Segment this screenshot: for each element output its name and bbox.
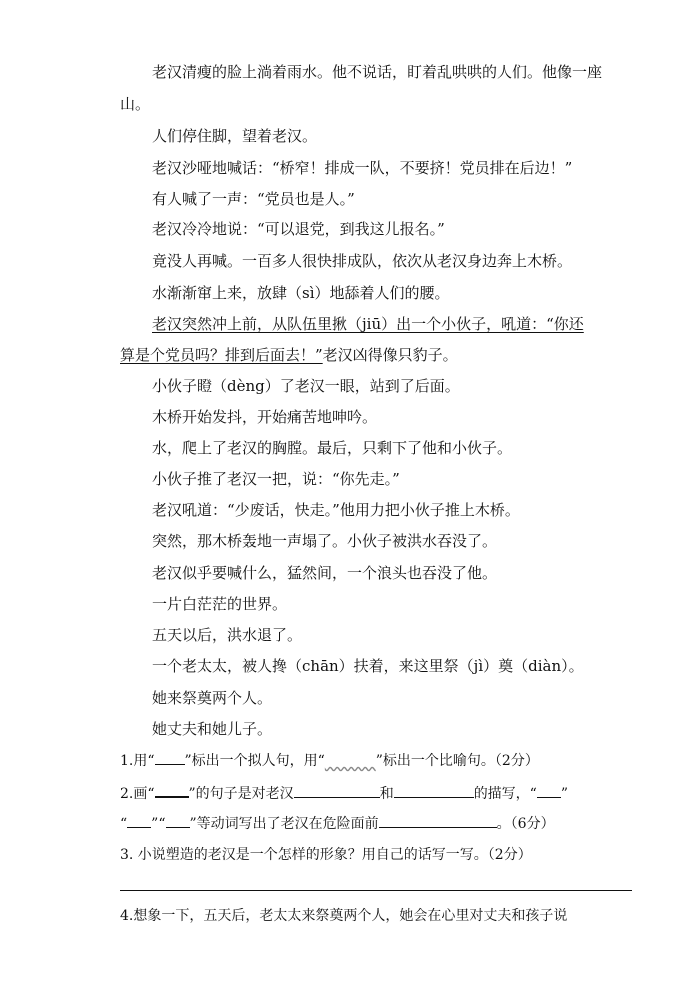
underlined-sentence-end: 算是个党员吗？排到后面去！” — [120, 346, 323, 364]
q2-blank-2[interactable] — [394, 783, 474, 798]
story-line-20: 一个老太太，被人搀（chān）扶着，来这里祭（jì）奠（diàn）。 — [152, 657, 584, 675]
q1-straight-line-mark — [155, 750, 185, 765]
q2-text-g: ”“ — [151, 816, 166, 832]
q2-text-i: 。（6分） — [496, 816, 555, 832]
q2-text-h: ”等动词写出了老汉在危险面前 — [189, 816, 379, 832]
question-3: 3. 小说塑造的老汉是一个怎样的形象？用自己的话写一写。（2分） — [120, 847, 532, 863]
question-4: 4.想象一下，五天后，老太太来祭奠两个人，她会在心里对丈夫和孩子说 — [120, 908, 568, 924]
story-line-3: 人们停住脚，望着老汉。 — [152, 127, 318, 145]
story-line-1: 老汉清瘦的脸上淌着雨水。他不说话，盯着乱哄哄的人们。他像一座 — [152, 63, 603, 81]
story-line-7: 竟没人再喊。一百多人很快排成队，依次从老汉身边奔上木桥。 — [152, 252, 573, 270]
story-line-underlined-2 — [120, 345, 458, 365]
story-line-22: 她丈夫和她儿子。 — [152, 720, 273, 738]
q2-text-a: 2.画“ — [120, 786, 155, 802]
q2-verb-blank-2[interactable] — [127, 813, 151, 828]
story-line-15: 老汉吼道：“少废话，快走。”他用力把小伙子推上木桥。 — [152, 501, 520, 519]
q2-blank-3[interactable] — [379, 813, 497, 828]
q2-text-b: ”的句子是对老汉 — [188, 786, 294, 802]
story-line-17: 老汉似乎要喊什么，猛然间，一个浪头也吞没了他。 — [152, 564, 498, 582]
story-line-16: 突然，那木桥轰地一声塌了。小伙子被洪水吞没了。 — [152, 532, 498, 550]
story-line-18: 一片白茫茫的世界。 — [152, 595, 288, 613]
q2-bold-line-mark — [155, 782, 189, 798]
story-line-underlined-1: 老汉突然冲上前，从队伍里揪（jiū）出一个小伙子，吼道：“你还 — [152, 315, 584, 333]
q2-text-c: 和 — [379, 786, 394, 802]
q1-text-c: ”标出一个比喻句。（2分） — [375, 753, 539, 769]
story-line-8: 水渐渐窜上来，放肆（sì）地舔着人们的腰。 — [152, 284, 450, 302]
question-1 — [120, 750, 539, 771]
story-line-13: 水，爬上了老汉的胸膛。最后，只剩下了他和小伙子。 — [152, 439, 513, 457]
story-line-6: 老汉冷冷地说：“可以退党，到我这儿报名。” — [152, 220, 445, 238]
story-line-11: 小伙子瞪（dèng）了老汉一眼，站到了后面。 — [152, 377, 460, 395]
story-line-2: 山。 — [120, 95, 151, 113]
story-line-14: 小伙子推了老汉一把，说：“你先走。” — [152, 470, 400, 488]
q1-text-b: ”标出一个拟人句，用“ — [184, 753, 325, 769]
story-line-5: 有人喊了一声：“党员也是人。” — [152, 190, 355, 208]
q2-text-d: 的描写，“ — [473, 786, 537, 802]
q2-text-e: ” — [560, 786, 569, 802]
story-line-12: 木桥开始发抖，开始痛苦地呻吟。 — [152, 408, 378, 426]
story-line-19: 五天以后，洪水退了。 — [152, 626, 303, 644]
question-2-line-1 — [120, 782, 568, 804]
q2-verb-blank-1[interactable] — [537, 783, 561, 798]
answer-line[interactable] — [120, 890, 632, 891]
q1-text-a: 1.用“ — [120, 753, 155, 769]
q2-blank-1[interactable] — [294, 783, 380, 798]
leopard-simile: 老汉凶得像只豹子。 — [322, 346, 458, 364]
story-line-4: 老汉沙哑地喊话：“桥窄！排成一队，不要挤！党员排在后边！” — [152, 159, 573, 177]
q2-text-f: “ — [120, 816, 128, 832]
q1-wavy-line-mark — [325, 753, 376, 769]
question-2-line-2 — [120, 813, 555, 834]
story-line-21: 她来祭奠两个人。 — [152, 689, 273, 707]
q2-verb-blank-3[interactable] — [166, 813, 190, 828]
